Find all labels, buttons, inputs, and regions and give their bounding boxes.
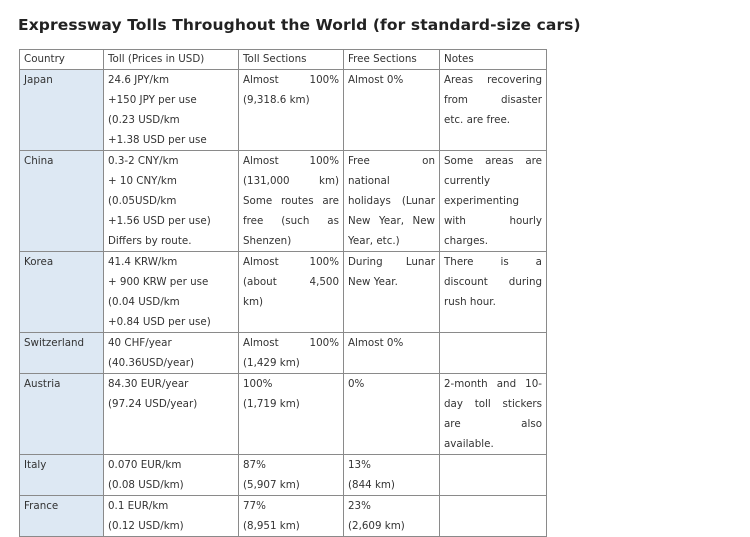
table-row — [20, 70, 547, 151]
header-toll-sections: Toll Sections — [239, 50, 344, 70]
sections-line: (9,318.6 km) — [243, 94, 310, 106]
header-toll: Toll (Prices in USD) — [104, 50, 239, 70]
toll-line: + 10 CNY/km — [108, 175, 177, 187]
header-country: Country — [20, 50, 104, 70]
toll-line: (0.08 USD/km) — [108, 479, 184, 491]
country-cell: China — [20, 151, 104, 252]
notes-line: day toll stickers — [444, 398, 542, 410]
toll-line: 41.4 KRW/km — [108, 256, 178, 268]
sections-cell — [239, 455, 344, 496]
toll-line: 24.6 JPY/km — [108, 74, 169, 86]
sections-line: Shenzen) — [243, 235, 292, 247]
table-row — [20, 151, 547, 252]
free-cell — [344, 455, 440, 496]
free-line: Almost 0% — [348, 74, 404, 86]
country-cell: Italy — [20, 455, 104, 496]
notes-cell — [440, 374, 547, 455]
sections-cell — [239, 151, 344, 252]
sections-cell — [239, 333, 344, 374]
table-header-row — [20, 50, 547, 70]
sections-cell — [239, 496, 344, 537]
toll-line: (40.36USD/year) — [108, 357, 194, 369]
free-line: 0% — [348, 378, 365, 390]
notes-line: Areas recovering — [444, 74, 542, 86]
free-line: 13% — [348, 459, 371, 471]
sections-line: Almost 100% — [243, 74, 339, 86]
toll-line: 40 CHF/year — [108, 337, 172, 349]
country-cell: Austria — [20, 374, 104, 455]
free-line: Free on — [348, 155, 435, 167]
free-line: 23% — [348, 500, 371, 512]
sections-line: (1,719 km) — [243, 398, 300, 410]
tolls-table — [19, 49, 547, 537]
toll-cell — [104, 496, 239, 537]
toll-line: 0.1 EUR/km — [108, 500, 169, 512]
table-row — [20, 333, 547, 374]
toll-line: + 900 KRW per use — [108, 276, 209, 288]
sections-line: free (such as — [243, 215, 339, 227]
free-cell — [344, 151, 440, 252]
notes-cell — [440, 252, 547, 333]
free-cell — [344, 374, 440, 455]
table-row — [20, 496, 547, 537]
toll-cell — [104, 333, 239, 374]
toll-line: +1.38 USD per use — [108, 134, 207, 146]
sections-line: 87% — [243, 459, 266, 471]
sections-line: (131,000 km) — [243, 175, 339, 187]
toll-line: 84.30 EUR/year — [108, 378, 189, 390]
notes-line: experimenting — [444, 195, 520, 207]
sections-line: 100% — [243, 378, 273, 390]
sections-line: (8,951 km) — [243, 520, 300, 532]
notes-line: with hourly — [444, 215, 542, 227]
free-line: New Year, New — [348, 215, 435, 227]
sections-line: Almost 100% — [243, 256, 339, 268]
toll-line: +1.56 USD per use) — [108, 215, 211, 227]
table-row — [20, 455, 547, 496]
page-title: Expressway Tolls Throughout the World (for standard-size cars) — [18, 16, 581, 34]
notes-line: etc. are free. — [444, 114, 511, 126]
sections-line: 77% — [243, 500, 266, 512]
toll-line: (0.04 USD/km — [108, 296, 180, 308]
toll-cell — [104, 252, 239, 333]
header-free-sections: Free Sections — [344, 50, 440, 70]
notes-line: Some areas are — [444, 155, 542, 167]
notes-line: rush hour. — [444, 296, 496, 308]
toll-cell — [104, 70, 239, 151]
free-line: (2,609 km) — [348, 520, 405, 532]
notes-line: discount during — [444, 276, 542, 288]
free-cell — [344, 333, 440, 374]
toll-line: +0.84 USD per use) — [108, 316, 211, 328]
notes-cell — [440, 496, 547, 537]
country-cell: Korea — [20, 252, 104, 333]
free-line: holidays (Lunar — [348, 195, 435, 207]
header-notes: Notes — [440, 50, 547, 70]
toll-cell — [104, 151, 239, 252]
country-cell: France — [20, 496, 104, 537]
notes-line: 2-month and 10- — [444, 378, 542, 390]
sections-line: (5,907 km) — [243, 479, 300, 491]
free-line: New Year. — [348, 276, 398, 288]
notes-line: available. — [444, 438, 494, 450]
free-line: national — [348, 175, 390, 187]
free-line: Almost 0% — [348, 337, 404, 349]
toll-cell — [104, 455, 239, 496]
toll-cell — [104, 374, 239, 455]
notes-line: from disaster — [444, 94, 542, 106]
notes-cell — [440, 151, 547, 252]
notes-cell — [440, 333, 547, 374]
sections-cell — [239, 374, 344, 455]
toll-line: 0.3-2 CNY/km — [108, 155, 179, 167]
free-cell — [344, 496, 440, 537]
notes-line: charges. — [444, 235, 489, 247]
notes-line: There is a — [444, 256, 542, 268]
notes-cell — [440, 70, 547, 151]
sections-line: Some routes are — [243, 195, 339, 207]
toll-line: Differs by route. — [108, 235, 192, 247]
notes-cell — [440, 455, 547, 496]
country-cell: Japan — [20, 70, 104, 151]
toll-line: (0.23 USD/km — [108, 114, 180, 126]
sections-cell — [239, 70, 344, 151]
toll-line: +150 JPY per use — [108, 94, 197, 106]
toll-line: (97.24 USD/year) — [108, 398, 198, 410]
sections-line: Almost 100% — [243, 155, 339, 167]
table-row — [20, 374, 547, 455]
table-row — [20, 252, 547, 333]
toll-line: (0.12 USD/km) — [108, 520, 184, 532]
sections-cell — [239, 252, 344, 333]
free-cell — [344, 252, 440, 333]
free-line: (844 km) — [348, 479, 395, 491]
country-cell: Switzerland — [20, 333, 104, 374]
notes-line: currently — [444, 175, 491, 187]
free-line: Year, etc.) — [348, 235, 400, 247]
sections-line: Almost 100% — [243, 337, 339, 349]
sections-line: km) — [243, 296, 264, 308]
sections-line: (1,429 km) — [243, 357, 300, 369]
free-cell — [344, 70, 440, 151]
toll-line: 0.070 EUR/km — [108, 459, 182, 471]
notes-line: are also — [444, 418, 542, 430]
free-line: During Lunar — [348, 256, 435, 268]
sections-line: (about 4,500 — [243, 276, 339, 288]
toll-line: (0.05USD/km — [108, 195, 177, 207]
table-body — [20, 70, 547, 537]
